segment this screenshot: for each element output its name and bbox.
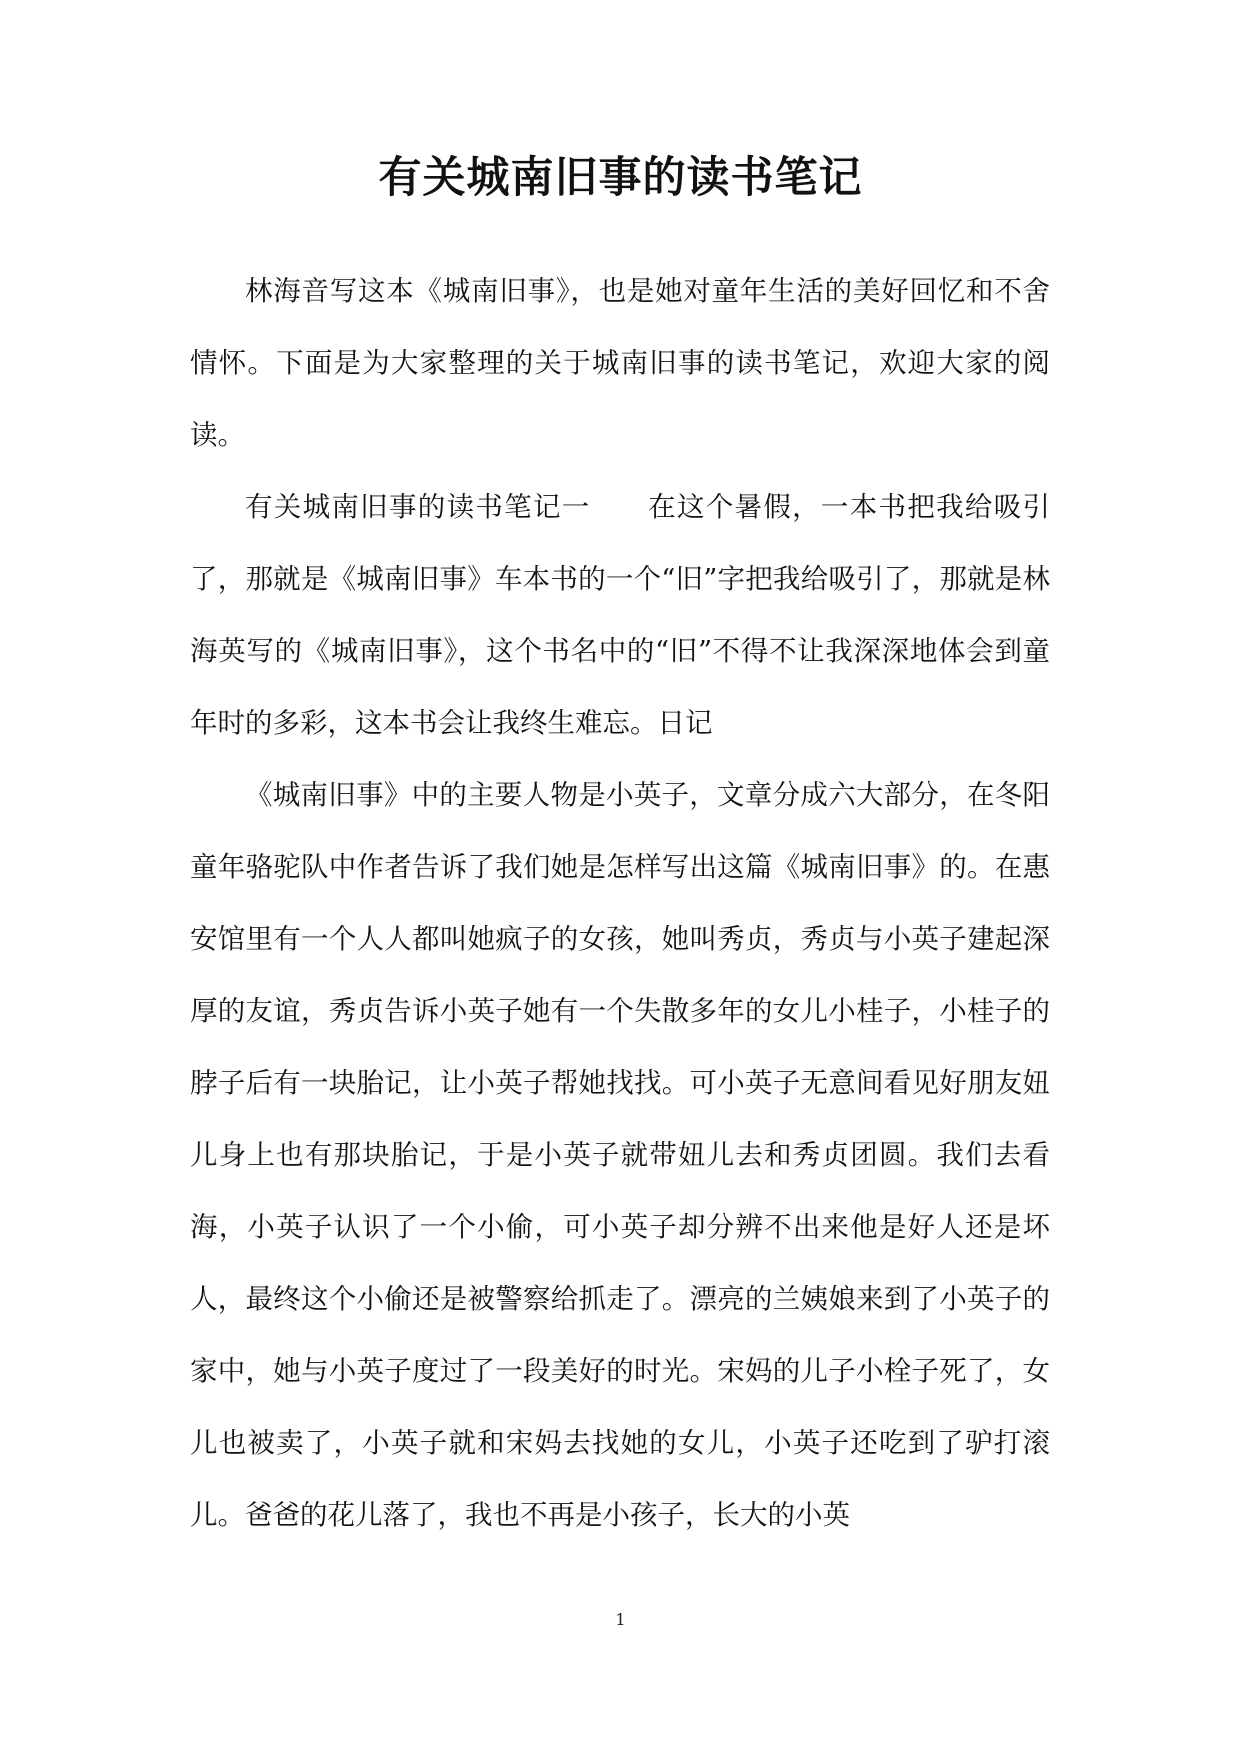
page-number: 1 bbox=[615, 1610, 626, 1629]
paragraph-note-one: 有关城南旧事的读书笔记一 在这个暑假，一本书把我给吸引了，那就是《城南旧事》车本书的一个“旧”字把我给吸引了，那就是林海英写的《城南旧事》，这个书名中的“旧”不得不让我深深地体会到童年时的多彩，这本书会让我终生难忘。日记 bbox=[190, 491, 1050, 739]
paragraph-intro: 林海音写这本《城南旧事》，也是她对童年生活的美好回忆和不舍情怀。下面是为大家整理的关于城南旧事的读书笔记，欢迎大家的阅读。 bbox=[190, 275, 1050, 451]
document-title: 有关城南旧事的读书笔记 bbox=[378, 153, 863, 203]
document-body bbox=[190, 255, 1050, 1551]
paragraph-summary: 《城南旧事》中的主要人物是小英子，文章分成六大部分，在冬阳童年骆驼队中作者告诉了我们她是怎样写出这篇《城南旧事》的。在惠安馆里有一个人人都叫她疯子的女孩，她叫秀贞，秀贞与小英子建起深厚的友谊，秀贞告诉小英子她有一个失散多年的女儿小桂子，小桂子的脖子后有一块胎记，让小英子帮她找找。可小英子无意间看见好朋友妞儿身上也有那块胎记，于是小英子就带妞儿去和秀贞团圆。我们去看海，小英子认识了一个小偷，可小英子却分辨不出来他是好人还是坏人，最终这个小偷还是被警察给抓走了。漂亮的兰姨娘来到了小英子的家中，她与小英子度过了一段美好的时光。宋妈的儿子小栓子死了，女儿也被卖了，小英子就和宋妈去找她的女儿，小英子还吃到了驴打滚儿。爸爸的花儿落了，我也不再是小孩子，长大的小英 bbox=[190, 779, 1050, 1531]
